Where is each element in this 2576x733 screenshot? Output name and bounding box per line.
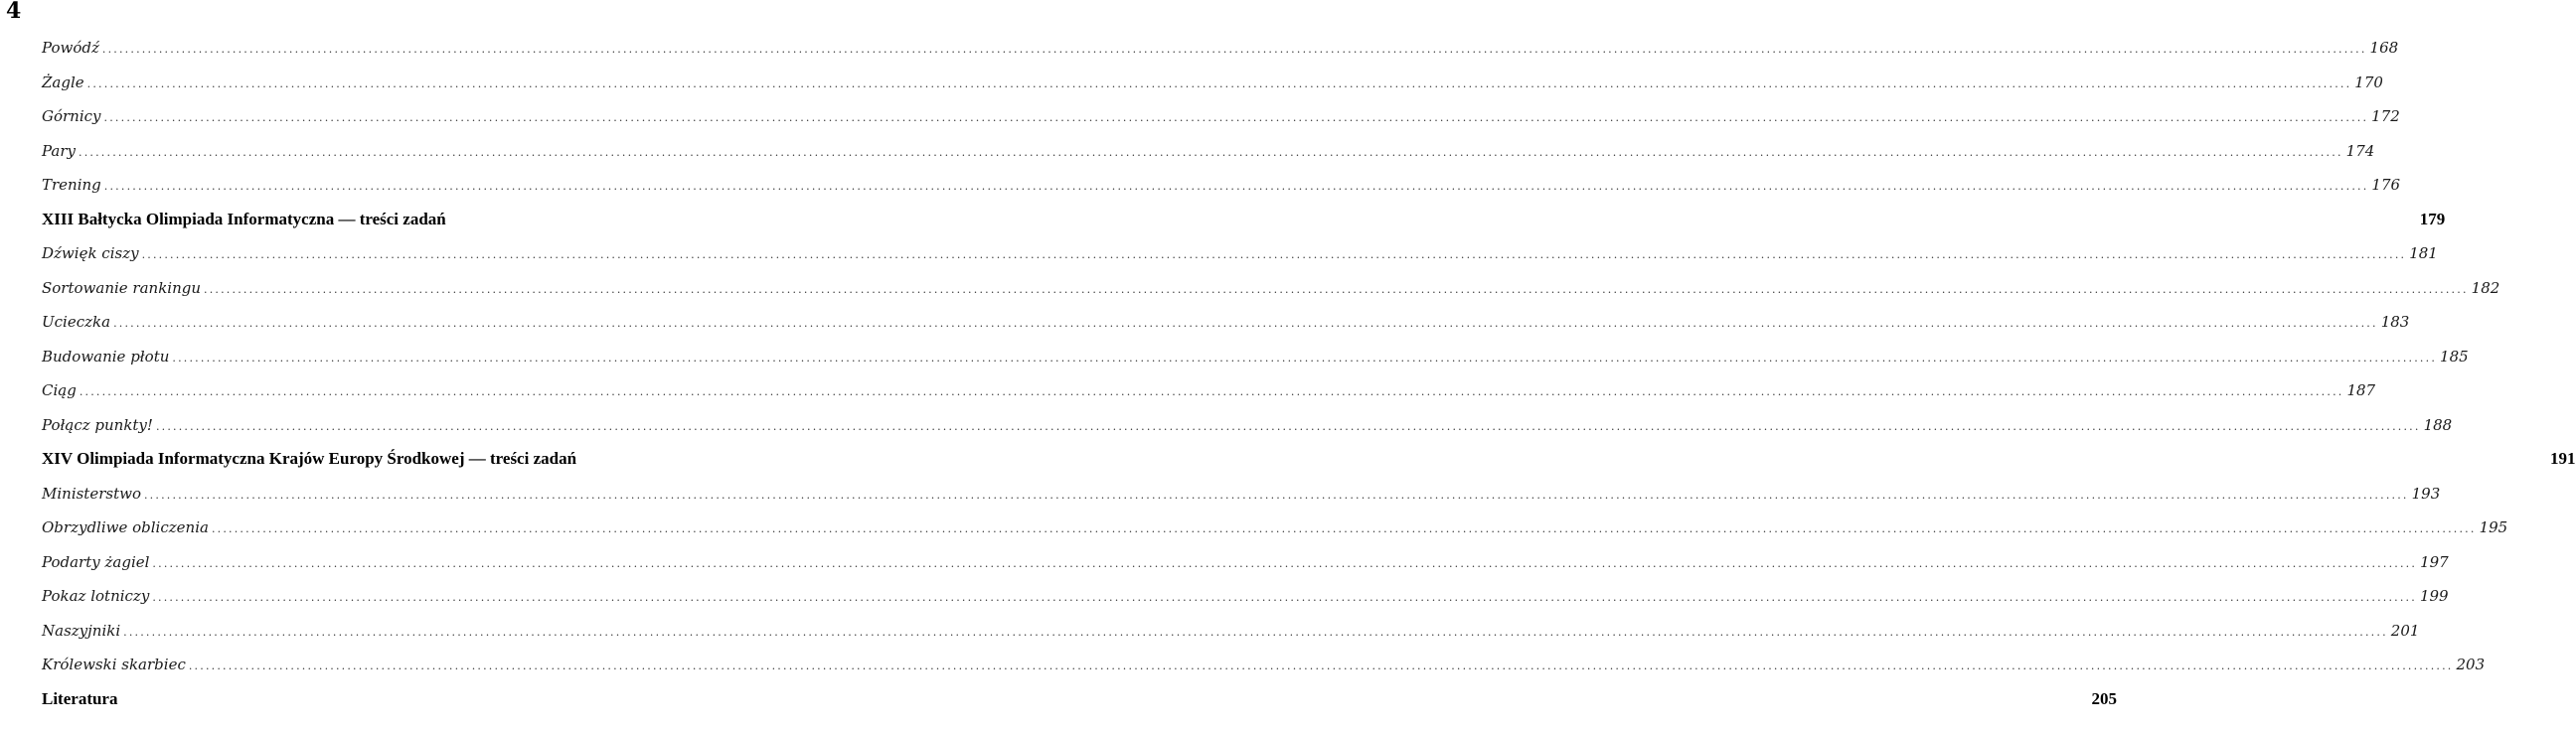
toc-task-entry [42,376,2376,411]
toc-task-entry [42,651,2486,685]
toc-entry-page: 188 [2423,415,2453,434]
toc-task-entry [42,343,2469,377]
toc-dot-leader: ................................................................................................................................................................................................................................................................................................................................................................................................................ [155,419,2421,433]
toc-dot-leader: ................................................................................................................................................................................................................................................................................................................................................................................................................ [143,488,2409,502]
toc-dot-leader: ................................................................................................................................................................................................................................................................................................................................................................................................................ [141,248,2407,261]
toc-entry-title: Budowanie płotu [42,347,170,366]
toc-entry-title: XIII Bałtycka Olimpiada Informatyczna — treści zadań [42,209,446,228]
toc-task-entry [42,582,2449,617]
toc-task-entry [42,102,2400,137]
toc-task-entry [42,274,2500,309]
toc-dot-leader: ................................................................................................................................................................................................................................................................................................................................................................................................................ [103,111,2369,124]
toc-entry-page: 195 [2479,518,2508,536]
toc-task-entry [42,548,2449,583]
toc-task-entry [42,239,2438,274]
toc-task-entry [42,137,2375,172]
toc-entry-title: Literatura [42,688,118,708]
toc-dot-leader: ................................................................................................................................................................................................................................................................................................................................................................................................................ [188,660,2454,672]
toc-entry-page: 199 [2419,587,2449,605]
toc-entry-page: 193 [2411,484,2441,503]
toc-dot-leader: ................................................................................................................................................................................................................................................................................................................................................................................................................ [204,282,2469,296]
toc-dot-leader: ................................................................................................................................................................................................................................................................................................................................................................................................................ [101,43,2367,56]
toc-entry-title: Żagle [42,73,84,91]
toc-entry-page: 187 [2346,381,2376,399]
toc-entry-page: 182 [2471,278,2500,297]
toc-entry-title: Sortowanie rankingu [42,278,202,297]
toc-entry-title: Powódź [42,39,99,57]
toc-dot-leader: ................................................................................................................................................................................................................................................................................................................................................................................................................ [211,522,2477,535]
toc-entry-title: Ciąg [42,381,77,399]
toc-entry-title: Ucieczka [42,313,111,331]
toc-task-entry [42,411,2453,446]
toc-entry-title: Górnicy [42,107,101,125]
toc-entry-page: 191 [2550,449,2576,468]
toc-dot-leader: ................................................................................................................................................................................................................................................................................................................................................................................................................ [79,145,2343,159]
toc-dot-leader: ................................................................................................................................................................................................................................................................................................................................................................................................................ [123,625,2388,639]
toc-entry-title: Ministerstwo [42,484,141,503]
toc-entry-title: Podarty żagiel [42,552,150,571]
toc-entry-title: Naszyjniki [42,621,121,640]
toc-task-entry [42,171,2401,206]
toc-entry-title: Połącz punkty! [42,415,153,434]
toc-entry-page: 174 [2345,141,2375,160]
toc-section-heading [42,206,2446,240]
toc-entry-page: 205 [2091,688,2117,708]
toc-task-entry [42,69,2383,103]
toc-entry-page: 203 [2456,656,2486,673]
toc-task-entry [42,617,2420,652]
toc-entry-page: 185 [2440,347,2469,366]
toc-entry-title: XIV Olimpiada Informatyczna Krajów Europy Środkowej — treści zadań [42,449,577,468]
toc-dot-leader: ................................................................................................................................................................................................................................................................................................................................................................................................................ [113,317,2378,330]
toc-entry-page: 197 [2420,552,2449,571]
toc-entry-page: 181 [2409,244,2438,262]
toc-dot-leader: ................................................................................................................................................................................................................................................................................................................................................................................................................ [79,385,2344,398]
page-number: 4 [6,0,22,24]
toc-entry-title: Trening [42,176,101,194]
toc-section-heading [42,445,2576,480]
toc-task-entry [42,513,2508,548]
table-of-contents [42,34,2576,719]
toc-task-entry [42,34,2399,69]
toc-task-entry [42,480,2441,514]
toc-entry-page: 168 [2369,39,2399,57]
toc-dot-leader: ................................................................................................................................................................................................................................................................................................................................................................................................................ [103,180,2369,193]
toc-entry-page: 172 [2371,107,2400,125]
toc-dot-leader: ................................................................................................................................................................................................................................................................................................................................................................................................................ [172,351,2438,365]
toc-dot-leader: ................................................................................................................................................................................................................................................................................................................................................................................................................ [152,591,2417,604]
toc-entry-page: 170 [2354,73,2383,91]
toc-task-entry [42,308,2410,343]
toc-entry-title: Obrzydliwe obliczenia [42,518,209,536]
toc-entry-page: 176 [2371,176,2401,194]
toc-section-heading [42,685,2117,720]
toc-entry-page: 183 [2380,313,2410,331]
toc-entry-title: Królewski skarbiec [42,656,186,673]
toc-entry-title: Pokaz lotniczy [42,587,150,605]
toc-dot-leader: ................................................................................................................................................................................................................................................................................................................................................................................................................ [152,556,2418,570]
toc-dot-leader: ................................................................................................................................................................................................................................................................................................................................................................................................................ [86,76,2352,90]
toc-entry-title: Dźwięk ciszy [42,244,139,262]
toc-entry-page: 179 [2419,209,2446,228]
toc-entry-title: Pary [42,141,77,160]
toc-entry-page: 201 [2390,621,2420,640]
